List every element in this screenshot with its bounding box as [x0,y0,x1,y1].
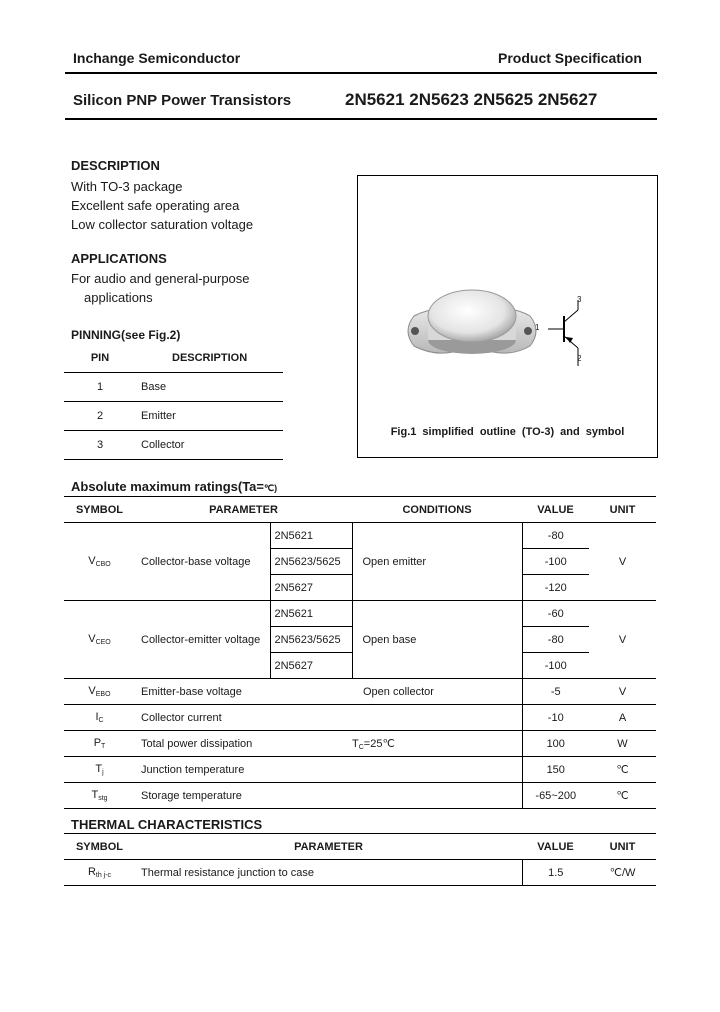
rating-parameter: Emitter-base voltage [141,685,242,698]
pin-desc-header: DESCRIPTION [172,352,248,364]
tstg-symbol [64,783,135,809]
symbol-main: I [95,711,99,723]
vceo-value: -60 [522,601,589,627]
symbol-main: R [87,866,96,878]
pin-number: 3 [96,439,104,451]
ic-symbol [64,705,135,731]
to3-package-illustration [358,176,657,457]
ratings-title-unit: ℃) [264,483,278,493]
vcbo-value: -80 [522,523,589,549]
condition-sub: C [358,743,364,751]
thermal-symbol-header: SYMBOL [75,840,124,853]
vcbo-symbol [64,523,135,601]
rating-condition [352,731,522,757]
symbol-sub: CBO [95,561,111,568]
vcbo-condition: Open emitter [352,523,522,601]
thermal-unit-header: UNIT [609,840,636,853]
symbol-sub: T [101,743,106,750]
thermal-value-header: VALUE [537,840,574,853]
rating-condition: Open collector [363,685,434,698]
parameter-header: PARAMETER [209,503,278,516]
applications-title: APPLICATIONS [71,251,167,266]
symbol-main: P [93,737,102,749]
part-number: 2N5623/5625 [270,549,352,575]
description-item: Excellent safe operating area [71,198,240,213]
vcbo-unit: V [618,555,627,568]
value-header: VALUE [537,503,574,516]
figure-box [357,175,658,458]
symbol-main: V [88,685,96,697]
vceo-condition: Open base [352,601,522,679]
part-number: 2N5623/5625 [270,627,352,653]
rating-value: 100 [522,731,589,757]
pin-description: Collector [141,439,185,451]
header-rule-bottom [65,118,657,120]
rating-condition [352,783,522,809]
pin-description: Base [141,381,167,393]
pinning-title: PINNING(see Fig.2) [71,328,181,342]
rth-symbol [64,860,135,886]
rating-parameter: Collector current [141,711,222,724]
symbol-header: SYMBOL [75,503,124,516]
rating-parameter: Total power dissipation [141,737,253,750]
pinning-table [64,344,283,460]
rating-value: -65~200 [522,783,589,809]
pin-header: PIN [90,352,110,364]
description-list [71,177,253,234]
vceo-value: -100 [522,653,589,679]
rating-value: -5 [522,679,589,705]
symbol-sub: th j-c [95,872,112,879]
thermal-parameter: Thermal resistance junction to case [141,866,315,879]
header-rule-top [65,72,657,74]
thermal-value: 1.5 [522,860,589,886]
rating-parameter: Junction temperature [141,763,245,776]
symbol-main: V [88,633,96,645]
rating-condition [352,757,522,783]
part-number: 2N5627 [270,653,352,679]
vceo-parameter: Collector-emitter voltage [141,633,261,646]
vceo-symbol [64,601,135,679]
rating-value: 150 [522,757,589,783]
rating-unit: ℃ [616,764,629,776]
rating-unit: W [617,737,628,750]
rating-value: -10 [522,705,589,731]
symbol-pin-1: 1 [535,323,540,332]
ratings-title [71,479,277,494]
symbol-main: T [91,789,99,801]
product-line: Silicon PNP Power Transistors [73,92,292,109]
symbol-pin-3: 3 [577,295,582,304]
thermal-title: THERMAL CHARACTERISTICS [71,817,263,832]
symbol-sub: C [98,717,104,724]
pt-symbol [64,731,135,757]
condition-main: T [352,737,359,750]
symbol-sub: EBO [95,691,111,698]
description-item: With TO-3 package [71,179,183,194]
rating-condition [352,705,522,731]
vcbo-value: -100 [522,549,589,575]
symbol-main: T [95,763,103,775]
rating-unit: V [618,685,627,698]
company-name: Inchange Semiconductor [73,50,241,66]
vceo-unit: V [618,633,627,646]
ratings-table [64,496,656,809]
description-item: Low collector saturation voltage [71,217,254,232]
rating-unit: A [618,711,627,724]
pin-description: Emitter [141,410,176,422]
conditions-header: CONDITIONS [402,503,472,516]
symbol-sub: j [102,769,104,776]
ratings-title-text: Absolute maximum ratings(Ta= [71,479,264,494]
doc-type: Product Specification [498,50,642,66]
rating-parameter: Storage temperature [141,789,242,802]
vcbo-parameter: Collector-base voltage [141,555,251,568]
figure-caption: Fig.1 simplified outline (TO-3) and symbol [390,426,625,438]
vcbo-value: -120 [522,575,589,601]
symbol-pin-2: 2 [577,354,582,363]
pnp-transistor-symbol [528,294,608,384]
condition-tail: =25℃ [363,737,395,750]
part-number: 2N5621 [270,601,352,627]
thermal-parameter-header: PARAMETER [294,840,363,853]
part-number: 2N5627 [270,575,352,601]
tj-symbol [64,757,135,783]
pin-number: 2 [96,410,104,422]
applications-line2: applications [84,290,153,305]
thermal-table [64,833,656,886]
applications-line1: For audio and general-purpose [71,271,250,286]
symbol-main: V [88,555,96,567]
vceo-value: -80 [522,627,589,653]
thermal-unit: ℃/W [609,867,636,879]
vebo-symbol [64,679,135,705]
pin-number: 1 [96,381,104,393]
rating-unit: ℃ [616,790,629,802]
part-number: 2N5621 [270,523,352,549]
symbol-sub: stg [98,795,108,802]
symbol-sub: CEO [95,639,111,646]
part-numbers: 2N5621 2N5623 2N5625 2N5627 [345,90,598,109]
unit-header: UNIT [609,503,636,516]
description-title: DESCRIPTION [71,158,160,173]
